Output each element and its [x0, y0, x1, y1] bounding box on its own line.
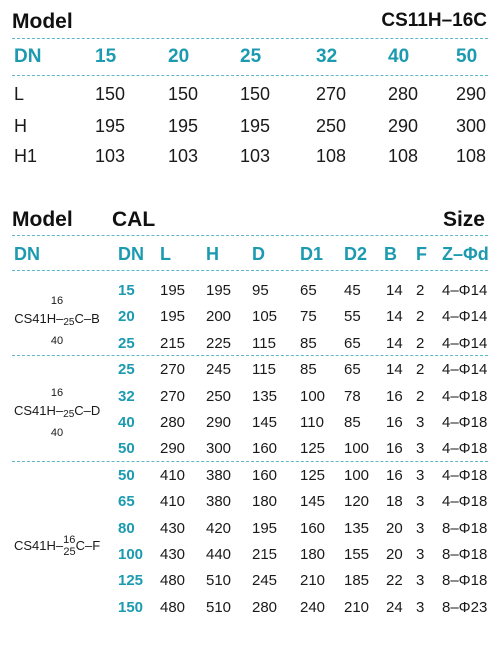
table2-cell: 16 — [386, 414, 403, 431]
table2-cell: 380 — [206, 466, 232, 484]
group-label-top: 16 — [50, 387, 64, 399]
table2-cell: 115 — [252, 334, 276, 352]
table2-header-cell: DN — [118, 244, 144, 264]
group-label-suffix: C–D — [74, 403, 101, 418]
table2-cell: 2 — [416, 361, 425, 379]
table1-cell: 108 — [456, 146, 487, 166]
table2-group-model-label — [14, 387, 100, 439]
table2-cell: 2 — [416, 334, 425, 352]
table2-cell: 180 — [252, 493, 278, 511]
table2-cell: 410 — [160, 493, 186, 511]
group-label-suffix: C–B — [74, 310, 100, 326]
table2-row-dn: 50 — [118, 440, 135, 458]
table1-cell: 290 — [456, 84, 487, 104]
table2-cell: 480 — [160, 598, 186, 616]
table2-cell: 3 — [416, 572, 425, 590]
table1-cell: 103 — [240, 146, 271, 166]
table2-cell: 65 — [344, 361, 361, 379]
table2-cell: 24 — [386, 598, 403, 616]
table2-cell: 195 — [160, 308, 186, 326]
table2-top-divider — [12, 235, 488, 236]
table2-cell: 16 — [386, 440, 403, 458]
table2-cell: 18 — [386, 493, 403, 511]
table1-cell: 108 — [316, 146, 347, 166]
table2-cell: 215 — [160, 334, 186, 352]
group-label-top: 16 — [50, 294, 64, 307]
table2-cell: 250 — [206, 387, 232, 405]
table2-cell: 510 — [206, 598, 232, 616]
table2-cell: 195 — [206, 282, 232, 299]
table2-cell: 185 — [344, 572, 370, 590]
table2-cell: 4–Φ14 — [442, 308, 488, 326]
table2-cell: 16 — [386, 387, 403, 405]
table2-cell: 75 — [300, 308, 317, 326]
table1-cell: 270 — [316, 84, 347, 104]
table2-cell: 22 — [386, 572, 403, 590]
table1-header-size: 25 — [240, 46, 262, 67]
table2-cell: 4–Φ18 — [442, 440, 488, 458]
table2-header-cell: D1 — [300, 244, 324, 264]
group-label-sub: 25 — [63, 316, 75, 328]
table1-cell: 195 — [168, 116, 199, 136]
table2-cal-label: CAL — [112, 208, 156, 231]
table2-cell: 160 — [252, 440, 278, 458]
table2-cell: 14 — [386, 308, 403, 326]
table2-cell: 3 — [416, 440, 425, 458]
group-label-sub: 25 — [63, 409, 75, 420]
table2-cell: 420 — [206, 519, 232, 537]
table2-header-cell: L — [160, 244, 171, 264]
table2-cell: 225 — [206, 334, 232, 352]
table2-cell: 4–Φ18 — [442, 414, 488, 431]
group-label-sup: 16 — [63, 534, 76, 546]
table2-cell: 160 — [300, 519, 326, 537]
table2-cell: 85 — [300, 334, 317, 352]
table2-cell: 280 — [252, 598, 278, 616]
table1-cell: 103 — [168, 146, 199, 166]
table2-cell: 200 — [206, 308, 232, 326]
table2-cell: 65 — [300, 282, 317, 299]
table1-cell: 195 — [240, 116, 271, 136]
table2-cell: 4–Φ18 — [442, 493, 488, 511]
table2-cell: 4–Φ14 — [442, 334, 488, 352]
table2-cell: 180 — [300, 546, 326, 563]
table2-cell: 8–Φ18 — [442, 519, 488, 537]
table1-header-dn: DN — [14, 46, 42, 67]
table1-header-size: 40 — [388, 46, 410, 67]
table2-cell: 3 — [416, 546, 425, 563]
table2-cell: 8–Φ23 — [442, 598, 488, 616]
table2-cell: 290 — [160, 440, 186, 458]
table1-cell: 103 — [95, 146, 126, 166]
table2-cell: 16 — [386, 466, 403, 484]
table2-cell: 110 — [300, 414, 324, 431]
table2-cell: 4–Φ18 — [442, 466, 488, 484]
table2-row-dn: 150 — [118, 598, 144, 616]
table2-cell: 3 — [416, 466, 425, 484]
table2-header-cell: H — [206, 244, 219, 264]
table2-cell: 78 — [344, 387, 361, 405]
table2-cell: 510 — [206, 572, 232, 590]
table2-row-dn: 50 — [118, 466, 135, 484]
table2-cell: 65 — [344, 334, 361, 352]
group-label-suffix: C–F — [75, 538, 101, 553]
group-label-prefix: CS41H– — [14, 310, 64, 326]
table2-cell: 160 — [252, 466, 278, 484]
table2-cell: 3 — [416, 598, 425, 616]
table2-header-cell: Z–Φd — [442, 244, 489, 264]
table1-cell: 108 — [388, 146, 419, 166]
table2-cell: 8–Φ18 — [442, 546, 488, 563]
table2-cell: 210 — [300, 572, 326, 590]
table2-cell: 55 — [344, 308, 361, 326]
table2-cell: 120 — [344, 493, 370, 511]
table2-cell: 270 — [160, 361, 186, 379]
table2-cell: 2 — [416, 282, 425, 299]
group-label-prefix: CS41H– — [14, 538, 64, 553]
table2-cell: 14 — [386, 334, 403, 352]
table2-cell: 430 — [160, 519, 186, 537]
table2-header-cell: B — [384, 244, 397, 264]
table2-cell: 4–Φ14 — [442, 361, 488, 379]
table2-cell: 3 — [416, 414, 425, 431]
table2-model-label: Model — [12, 208, 73, 231]
table1-cell: 280 — [388, 84, 419, 104]
table2-row-dn: 25 — [118, 361, 135, 379]
table2-cell: 105 — [252, 308, 278, 326]
table2-cell: 85 — [344, 414, 361, 431]
table1-row-label: H1 — [14, 146, 38, 166]
table2-cell: 95 — [252, 282, 269, 299]
table1-header-size: 15 — [95, 46, 117, 67]
table2-cell: 245 — [206, 361, 232, 379]
table2-cell: 100 — [300, 387, 326, 405]
table2-cell: 145 — [300, 493, 326, 511]
table2-cell: 245 — [252, 572, 278, 590]
table1-model-code: CS11H–16C — [381, 10, 487, 31]
table2-cell: 2 — [416, 387, 425, 405]
table1-cell: 300 — [456, 116, 487, 136]
group-label-main — [14, 403, 100, 421]
table2-row-dn: 100 — [118, 546, 144, 563]
table2-cell: 8–Φ18 — [442, 572, 488, 590]
table1-model-label: Model — [12, 10, 73, 33]
table1-row-label: H — [14, 116, 27, 136]
table2-cell: 125 — [300, 466, 326, 484]
table2-cell: 100 — [344, 466, 370, 484]
table2-cell: 85 — [300, 361, 317, 379]
table2-cell: 2 — [416, 308, 425, 326]
table2-cell: 210 — [344, 598, 370, 616]
table1-cell: 150 — [95, 84, 126, 104]
table2-cell: 3 — [416, 493, 425, 511]
group-label-prefix: CS41H– — [14, 403, 64, 418]
table1-cell: 195 — [95, 116, 126, 136]
table2-cell: 480 — [160, 572, 186, 590]
table2-row-dn: 25 — [118, 334, 135, 352]
table2-cell: 380 — [206, 493, 232, 511]
table2-header-cell: F — [416, 244, 427, 264]
table1-cell: 250 — [316, 116, 347, 136]
table2-cell: 410 — [160, 466, 186, 484]
table1-header-size: 20 — [168, 46, 190, 67]
table2-header-cell: D2 — [344, 244, 368, 264]
table2-cell: 45 — [344, 282, 361, 299]
table1-cell: 150 — [240, 84, 271, 104]
table2-cell: 125 — [300, 440, 326, 458]
table2-cell: 115 — [252, 361, 276, 379]
table2-row-dn: 40 — [118, 414, 135, 431]
table2-cell: 215 — [252, 546, 278, 563]
group-label-bottom: 40 — [50, 427, 64, 439]
table2-cell: 14 — [386, 282, 403, 299]
table1-header-size: 50 — [456, 46, 478, 67]
table2-cell: 270 — [160, 387, 186, 405]
table2-group-model-label — [14, 534, 101, 558]
table2-cell: 20 — [386, 519, 403, 537]
table2-cell: 430 — [160, 546, 186, 563]
table2-group-model-label — [14, 295, 100, 347]
table2-group-divider — [12, 355, 488, 356]
table2-cell: 300 — [206, 440, 232, 458]
table1-header-size: 32 — [316, 46, 338, 67]
table2-row-dn: 32 — [118, 387, 135, 405]
table1-cell: 150 — [168, 84, 199, 104]
table2-header-divider — [12, 270, 488, 271]
table2-cell: 100 — [344, 440, 370, 458]
table2-cell: 4–Φ18 — [442, 387, 488, 405]
table2-header-cell: D — [252, 244, 265, 264]
table2-row-dn: 125 — [118, 572, 144, 590]
table1-row-label: L — [14, 84, 25, 104]
table2-cell: 145 — [252, 414, 278, 431]
table2-cell: 195 — [160, 282, 186, 299]
group-label-sub: 25 — [63, 546, 76, 558]
group-label-main — [14, 311, 100, 329]
table2-cell: 14 — [386, 361, 403, 379]
table2-cell: 280 — [160, 414, 186, 431]
table2-header-cell: DN — [14, 244, 40, 264]
table2-size-label: Size — [442, 208, 485, 231]
table2-cell: 4–Φ14 — [442, 282, 488, 299]
table1-top-divider — [12, 38, 488, 39]
table2-cell: 135 — [344, 519, 370, 537]
table1-cell: 290 — [388, 116, 419, 136]
table2-row-dn: 65 — [118, 493, 135, 511]
table2-cell: 195 — [252, 519, 278, 537]
table2-cell: 3 — [416, 519, 425, 537]
table2-row-dn: 15 — [118, 282, 135, 299]
table2-row-dn: 20 — [118, 308, 135, 326]
group-label-bottom: 40 — [50, 334, 64, 347]
table2-row-dn: 80 — [118, 519, 135, 537]
table2-cell: 240 — [300, 598, 326, 616]
table2-cell: 155 — [344, 546, 370, 563]
table2-cell: 20 — [386, 546, 403, 563]
table1-header-divider — [12, 75, 488, 76]
table2-cell: 290 — [206, 414, 232, 431]
table2-group-divider — [12, 461, 488, 462]
table2-cell: 440 — [206, 546, 232, 563]
table2-cell: 135 — [252, 387, 278, 405]
